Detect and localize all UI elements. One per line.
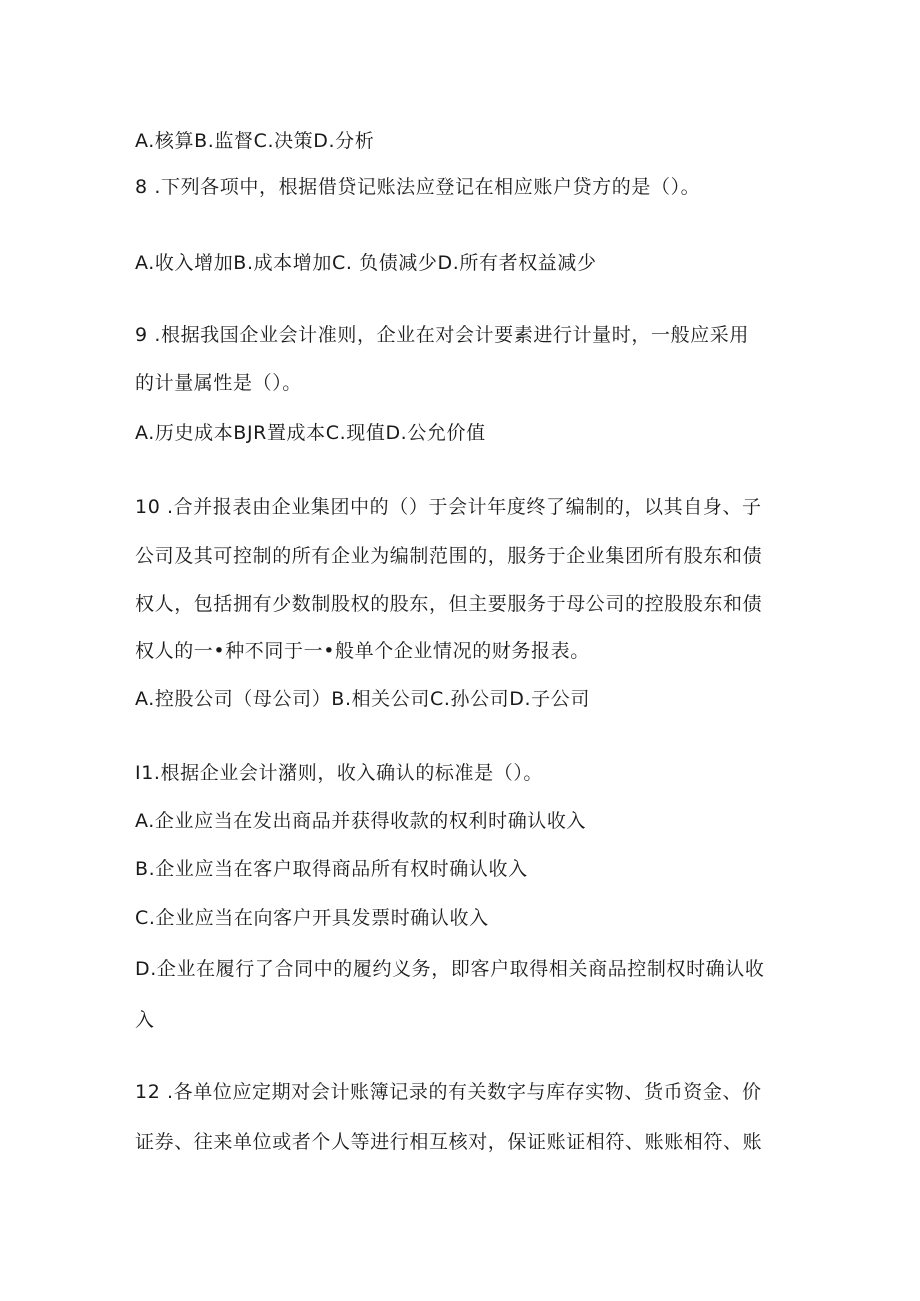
q11-option-a: A.企业应当在发出商品并获得收款的权利时确认收入: [135, 810, 587, 832]
q10-stem-line-1: 10 .合并报表由企业集团中的（）于会计年度终了编制的，以其自身、子: [135, 496, 762, 518]
q11-option-b: B.企业应当在客户取得商品所有权时确认收入: [135, 858, 528, 880]
q10-stem-line-3: 权人，包括拥有少数制股权的股东，但主要服务于母公司的控股股东和债: [135, 593, 763, 615]
q9-stem-line-1: 9 .根据我国企业会计准则，企业在对会计要素进行计量时，一般应采用: [135, 324, 749, 346]
q12-stem-line-1: 12 .各单位应定期对会计账簿记录的有关数字与库存实物、货币资金、价: [135, 1081, 762, 1103]
q10-stem-line-2: 公司及其可控制的所有企业为编制范围的，服务于企业集团所有股东和债: [135, 545, 763, 567]
q11-option-d-line-2: 入: [135, 1009, 155, 1031]
q10-stem-line-4: 权人的一•种不同于一•般单个企业情况的财务报表。: [135, 640, 590, 662]
q11-option-c: C.企业应当在向客户开具发票时确认收入: [135, 907, 489, 929]
q10-options: A.控股公司（母公司）B.相关公司C.孙公司D.子公司: [135, 688, 590, 710]
q12-stem-line-2: 证券、往来单位或者个人等进行相互核对，保证账证相符、账账相符、账: [135, 1131, 763, 1153]
q11-stem: I1.根据企业会计潴则，收入确认的标准是（）。: [135, 762, 544, 784]
q8-stem: 8 .下列各项中，根据借贷记账法应登记在相应账户贷方的是（）。: [135, 176, 701, 198]
q8-options: A.收入增加B.成本增加C. 负债减少D.所有者权益减少: [135, 252, 597, 274]
q7-options: A.核算B.监督C.决策D.分析: [135, 130, 375, 152]
q9-stem-line-2: 的计量属性是（）。: [135, 372, 302, 394]
q9-options: A.历史成本BJR置成本C.现值D.公允价值: [135, 422, 486, 444]
q11-option-d-line-1: D.企业在履行了合同中的履约义务，即客户取得相关商品控制权时确认收: [135, 958, 765, 980]
